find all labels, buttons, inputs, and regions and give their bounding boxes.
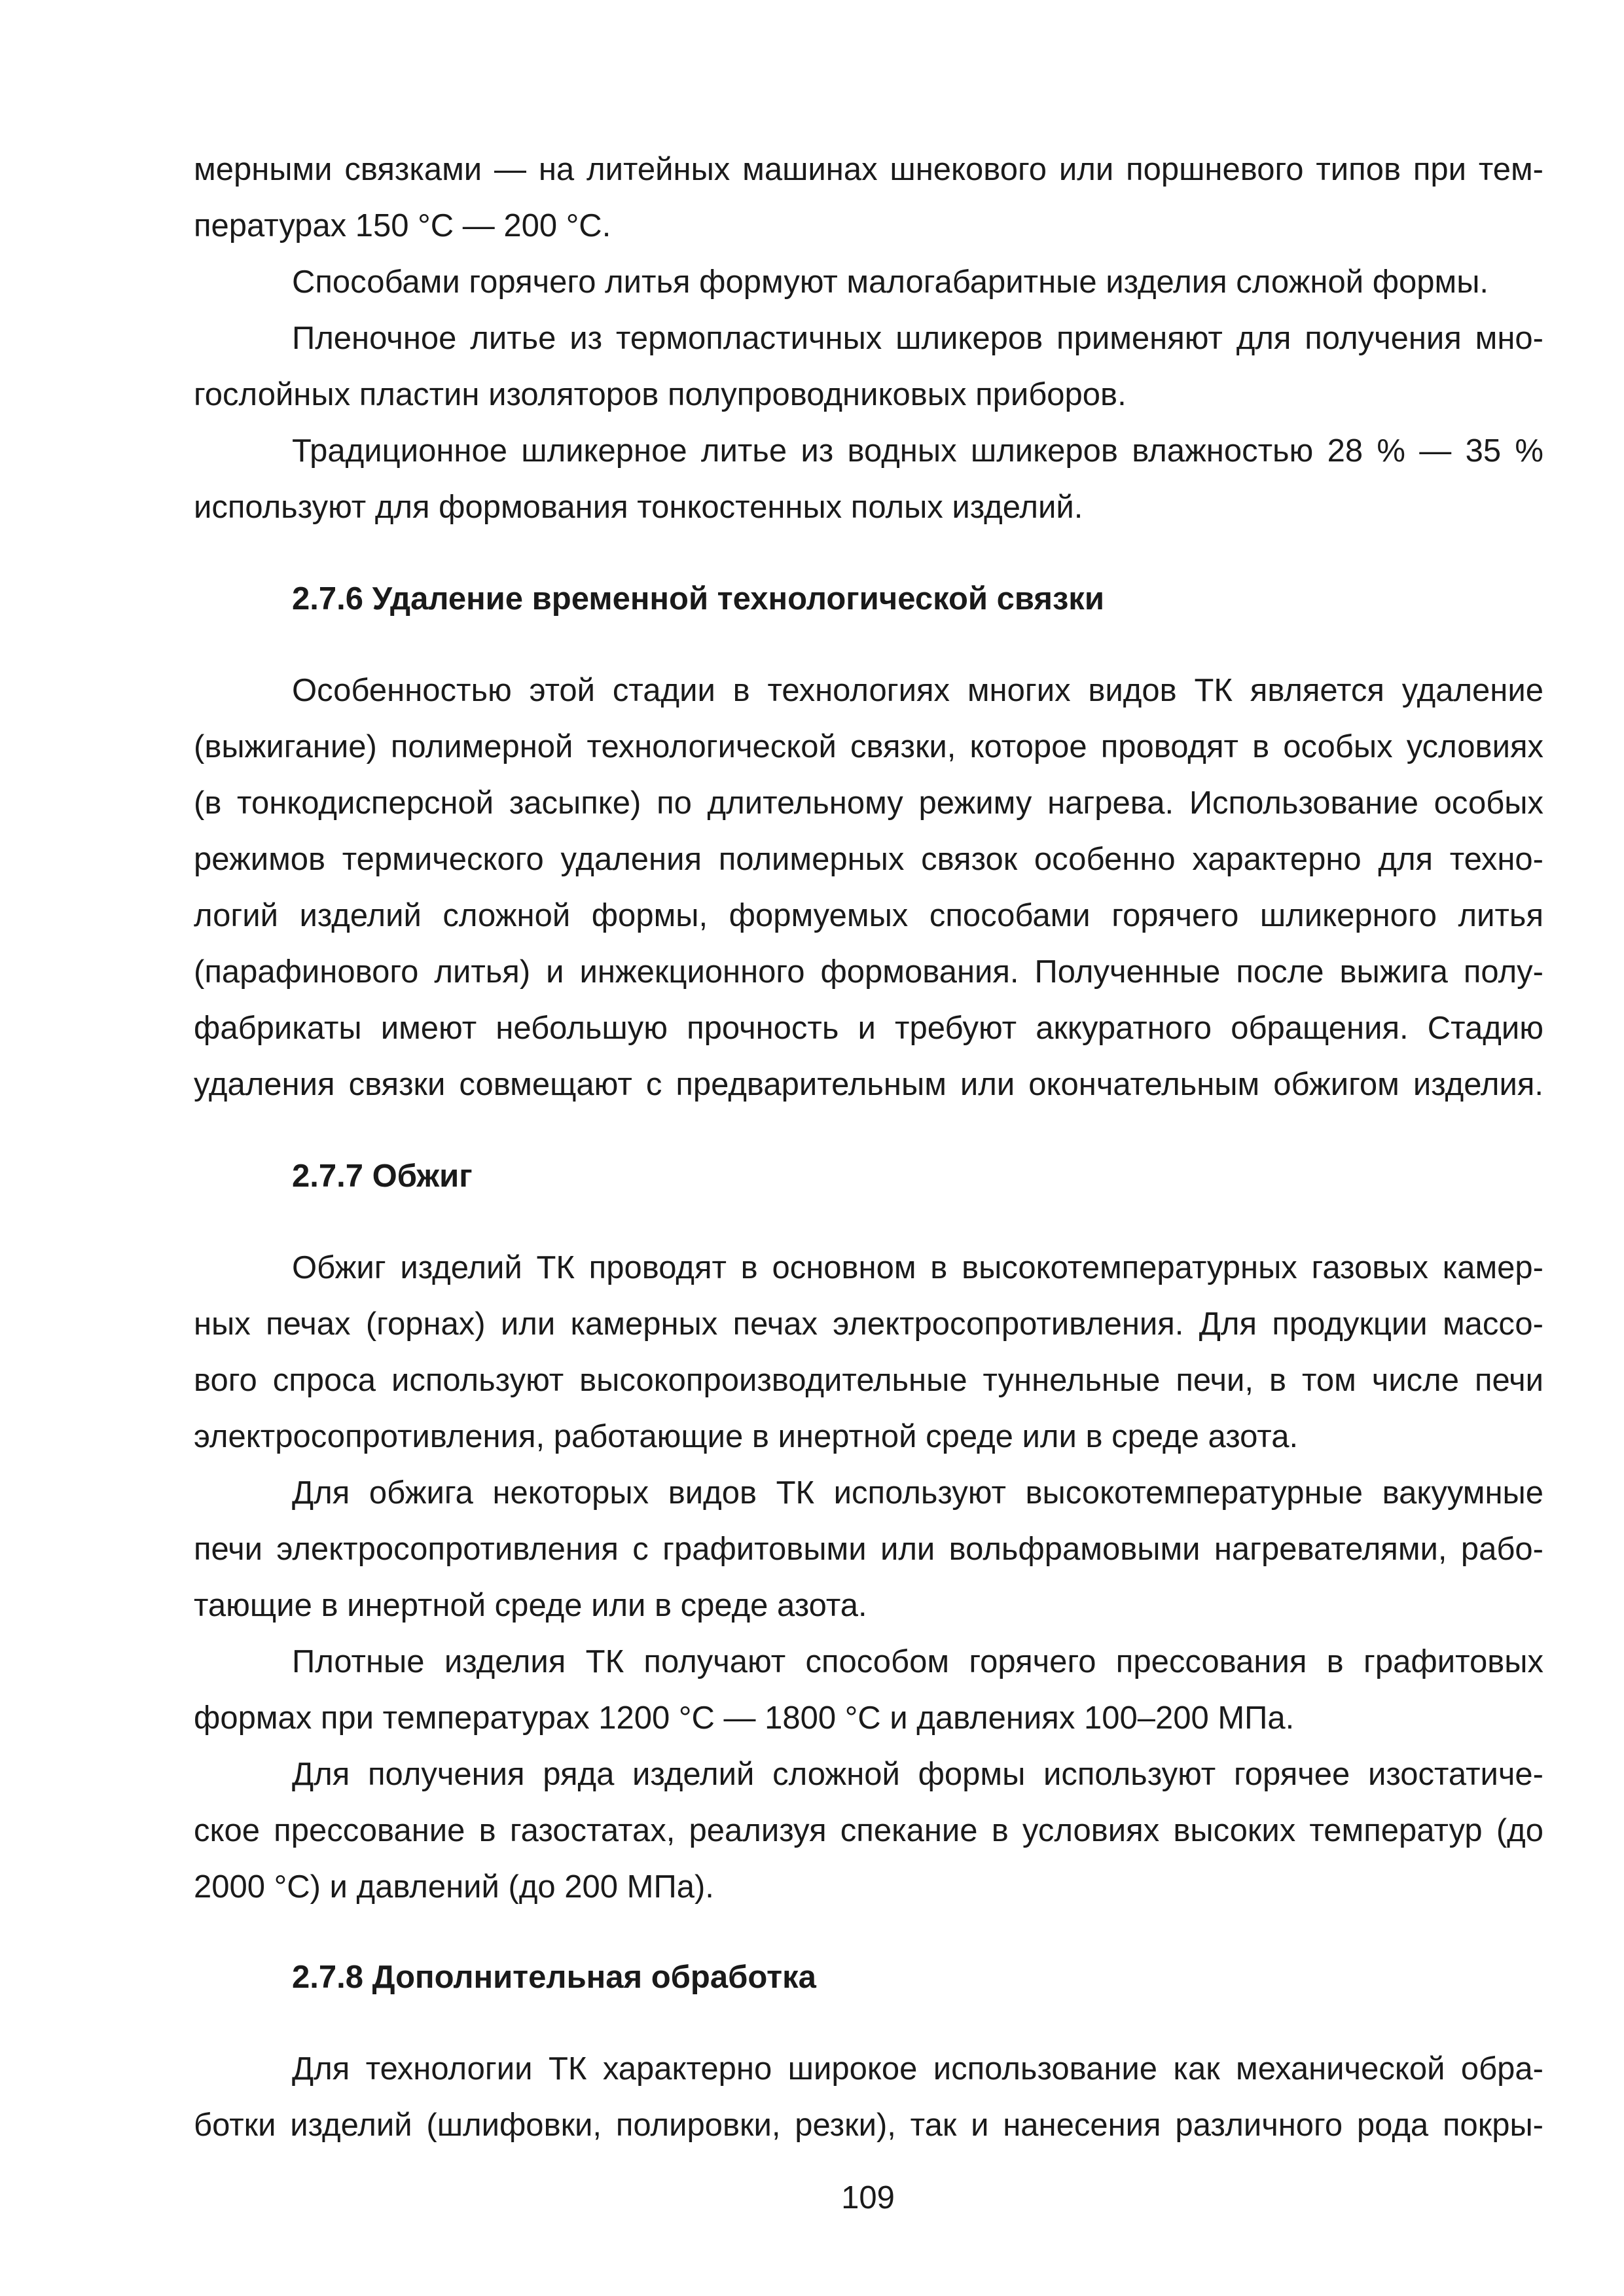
section-heading-2-7-8: 2.7.8 Дополнительная обработка: [292, 1960, 816, 1995]
text-line: тающие в инертной среде или в среде азота.: [194, 1588, 867, 1623]
text-line: Пленочное литье из термопластичных шликеров применяют для получения мно-: [292, 321, 1543, 356]
text-line: удаления связки совмещают с предварительным или окончательным обжигом изделия.: [194, 1067, 1543, 1102]
text-line: логий изделий сложной формы, формуемых способами горячего шликерного литья: [194, 898, 1543, 933]
text-line: режимов термического удаления полимерных связок особенно характерно для техно-: [194, 842, 1543, 877]
text-line: Для обжига некоторых видов ТК используют высокотемпературные вакуумные: [292, 1475, 1543, 1511]
text-line: пературах 150 °С — 200 °С.: [194, 208, 611, 243]
text-line: Традиционное шликерное литье из водных шликеров влажностью 28 % — 35 %: [292, 433, 1543, 469]
text-line: ское прессование в газостатах, реализуя спекание в условиях высоких температур (до: [194, 1813, 1543, 1848]
text-line: 2000 °С) и давлений (до 200 МПа).: [194, 1869, 714, 1905]
text-line: (выжигание) полимерной технологической связки, которое проводят в особых условиях: [194, 729, 1543, 764]
text-line: Обжиг изделий ТК проводят в основном в высокотемпературных газовых камер-: [292, 1250, 1543, 1285]
text-line: фабрикаты имеют небольшую прочность и требуют аккуратного обращения. Стадию: [194, 1011, 1543, 1046]
text-line: используют для формования тонкостенных полых изделий.: [194, 490, 1083, 525]
text-line: вого спроса используют высокопроизводительные туннельные печи, в том числе печи: [194, 1363, 1543, 1398]
section-heading-2-7-6: 2.7.6 Удаление временной технологической связки: [292, 581, 1104, 617]
text-line: ных печах (горнах) или камерных печах электросопротивления. Для продукции массо-: [194, 1306, 1543, 1342]
text-line: мерными связками — на литейных машинах шнекового или поршневого типов при тем-: [194, 152, 1543, 187]
text-line: гослойных пластин изоляторов полупроводниковых приборов.: [194, 377, 1127, 412]
text-line: Особенностью этой стадии в технологиях многих видов ТК является удаление: [292, 673, 1543, 708]
section-heading-2-7-7: 2.7.7 Обжиг: [292, 1158, 473, 1194]
text-line: (в тонкодисперсной засыпке) по длительному режиму нагрева. Использование особых: [194, 785, 1543, 821]
text-line: формах при температурах 1200 °С — 1800 °С и давлениях 100–200 МПа.: [194, 1700, 1295, 1736]
text-line: электросопротивления, работающие в инертной среде или в среде азота.: [194, 1419, 1299, 1454]
text-line: печи электросопротивления с графитовыми или вольфрамовыми нагревателями, рабо-: [194, 1532, 1543, 1567]
page-number: 109: [841, 2180, 895, 2215]
text-line: ботки изделий (шлифовки, полировки, резки), так и нанесения различного рода покры-: [194, 2108, 1543, 2143]
text-line: Для технологии ТК характерно широкое использование как механической обра-: [292, 2051, 1543, 2087]
text-line: Для получения ряда изделий сложной формы используют горячее изостатиче-: [292, 1757, 1543, 1792]
text-line: (парафинового литья) и инжекционного формования. Полученные после выжига полу-: [194, 954, 1543, 990]
text-line: Способами горячего литья формуют малогабаритные изделия сложной формы.: [292, 264, 1489, 300]
text-line: Плотные изделия ТК получают способом горячего прессования в графитовых: [292, 1644, 1543, 1679]
